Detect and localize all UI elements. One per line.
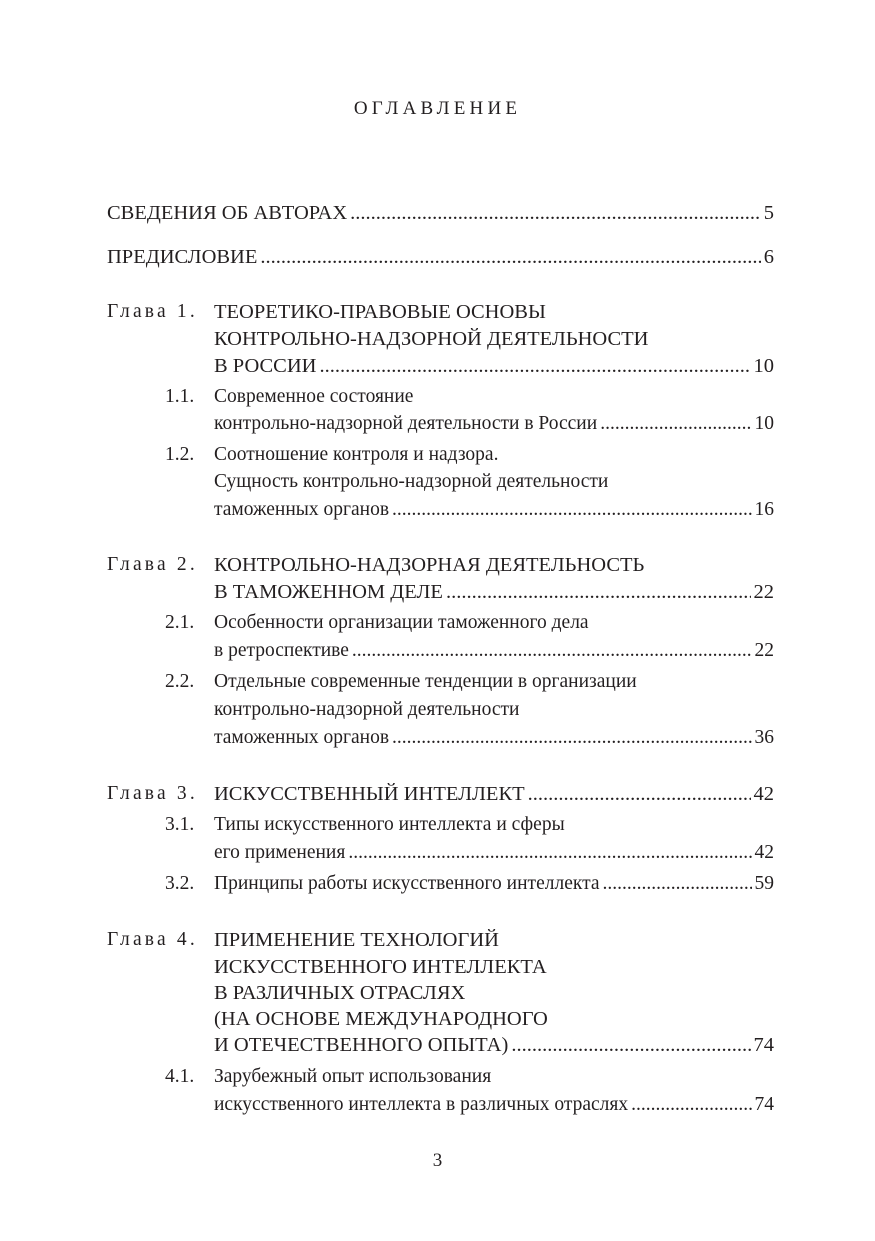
chapter-heading-cont xyxy=(107,979,774,1007)
section-number: 2.2. xyxy=(165,671,195,692)
leader-dots xyxy=(446,578,751,606)
chapter-heading xyxy=(107,926,774,954)
chapter-heading-cont xyxy=(107,578,774,606)
leader-dots xyxy=(600,410,751,438)
leader-dots xyxy=(352,637,752,665)
toc-page-number: 36 xyxy=(754,727,774,748)
section-entry-cont xyxy=(107,637,774,665)
section-entry-cont xyxy=(107,496,774,524)
section-title-line: его применения xyxy=(214,842,346,863)
toc-page-number: 22 xyxy=(753,581,774,603)
section-title-line: Зарубежный опыт использования xyxy=(214,1066,492,1087)
section-title-line: Современное состояние xyxy=(214,386,414,407)
leader-dots xyxy=(511,1031,750,1059)
toc-page-number: 74 xyxy=(754,1094,774,1115)
toc-page-number: 6 xyxy=(763,246,774,268)
chapter-title-line: И ОТЕЧЕСТВЕННОГО ОПЫТА) xyxy=(214,1034,509,1056)
section-entry xyxy=(107,1063,774,1091)
section-title-line: контрольно-надзорной деятельности xyxy=(214,699,520,720)
chapter-heading-cont xyxy=(107,352,774,380)
leader-dots xyxy=(392,724,751,752)
chapter-title-line: В РАЗЛИЧНЫХ ОТРАСЛЯХ xyxy=(214,982,466,1004)
section-title-line: Сущность контрольно-надзорной деятельности xyxy=(214,471,609,492)
leader-dots xyxy=(602,870,751,898)
page-title: ОГЛАВЛЕНИЕ xyxy=(353,98,522,119)
chapter-heading xyxy=(107,298,774,326)
toc-entry-text: ПРЕДИСЛОВИЕ xyxy=(107,246,258,268)
section-entry xyxy=(107,441,774,469)
section-number: 1.2. xyxy=(165,444,195,465)
toc-entry-preface xyxy=(107,243,774,271)
leader-dots xyxy=(348,839,751,867)
chapter-title-line: КОНТРОЛЬНО-НАДЗОРНОЙ ДЕЯТЕЛЬНОСТИ xyxy=(214,328,649,350)
leader-dots xyxy=(319,352,750,380)
section-title-line: контрольно-надзорной деятельности в России xyxy=(214,413,598,434)
section-entry xyxy=(107,609,774,637)
toc-entry-text: СВЕДЕНИЯ ОБ АВТОРАХ xyxy=(107,202,348,224)
section-title-line: Типы искусственного интеллекта и сферы xyxy=(214,814,565,835)
section-number: 1.1. xyxy=(165,386,195,407)
leader-dots xyxy=(631,1091,751,1119)
chapter-title-line: ИСКУССТВЕННЫЙ ИНТЕЛЛЕКТ xyxy=(214,783,525,805)
chapter-heading-cont xyxy=(107,953,774,981)
toc-page-number: 10 xyxy=(753,355,774,377)
chapter-title-line: ПРИМЕНЕНИЕ ТЕХНОЛОГИЙ xyxy=(214,929,499,951)
section-number: 4.1. xyxy=(165,1066,195,1087)
chapter-title-line: В ТАМОЖЕННОМ ДЕЛЕ xyxy=(214,581,443,603)
toc-page-number: 42 xyxy=(753,783,774,805)
leader-dots xyxy=(392,496,751,524)
chapter-label: Глава 1. xyxy=(107,301,198,322)
chapter-title-line: В РОССИИ xyxy=(214,355,317,377)
section-entry xyxy=(107,668,774,696)
section-entry-cont xyxy=(107,410,774,438)
chapter-heading-cont xyxy=(107,325,774,353)
section-title-line: Отдельные современные тенденции в организации xyxy=(214,671,637,692)
chapter-heading xyxy=(107,780,774,808)
section-title-line: в ретроспективе xyxy=(214,640,349,661)
toc-entry-authors xyxy=(107,199,774,227)
leader-dots xyxy=(350,199,761,227)
section-title-line: таможенных органов xyxy=(214,499,390,520)
chapter-heading-cont xyxy=(107,1031,774,1059)
section-entry xyxy=(107,811,774,839)
section-number: 3.1. xyxy=(165,814,195,835)
section-entry-cont xyxy=(107,696,774,724)
section-entry-cont xyxy=(107,839,774,867)
toc-page-number: 74 xyxy=(753,1034,774,1056)
leader-dots xyxy=(260,243,760,271)
toc-page-number: 10 xyxy=(754,413,774,434)
section-title-line: Принципы работы искусственного интеллекта xyxy=(214,873,600,894)
section-entry xyxy=(107,383,774,411)
toc-page-number: 22 xyxy=(754,640,774,661)
chapter-heading xyxy=(107,551,774,579)
section-title-line: Соотношение контроля и надзора. xyxy=(214,444,499,465)
toc-page-number: 16 xyxy=(754,499,774,520)
section-number: 3.2. xyxy=(165,873,195,894)
section-title-line: таможенных органов xyxy=(214,727,390,748)
chapter-label: Глава 4. xyxy=(107,929,198,950)
section-entry xyxy=(107,870,774,898)
toc-page-number: 5 xyxy=(763,202,774,224)
toc-page-number: 59 xyxy=(754,873,774,894)
page-number-footer: 3 xyxy=(432,1150,443,1171)
leader-dots xyxy=(528,780,751,808)
section-entry-cont xyxy=(107,1091,774,1119)
section-title-line: искусственного интеллекта в различных отраслях xyxy=(214,1094,629,1115)
chapter-title-line: КОНТРОЛЬНО-НАДЗОРНАЯ ДЕЯТЕЛЬНОСТЬ xyxy=(214,554,645,576)
section-title-line: Особенности организации таможенного дела xyxy=(214,612,589,633)
chapter-label: Глава 3. xyxy=(107,783,198,804)
section-entry-cont xyxy=(107,724,774,752)
toc-page-number: 42 xyxy=(754,842,774,863)
chapter-title-line: ИСКУССТВЕННОГО ИНТЕЛЛЕКТА xyxy=(214,956,547,978)
chapter-label: Глава 2. xyxy=(107,554,198,575)
section-number: 2.1. xyxy=(165,612,195,633)
chapter-heading-cont xyxy=(107,1005,774,1033)
chapter-title-line: (НА ОСНОВЕ МЕЖДУНАРОДНОГО xyxy=(214,1008,548,1030)
chapter-title-line: ТЕОРЕТИКО-ПРАВОВЫЕ ОСНОВЫ xyxy=(214,301,546,323)
section-entry-cont xyxy=(107,468,774,496)
